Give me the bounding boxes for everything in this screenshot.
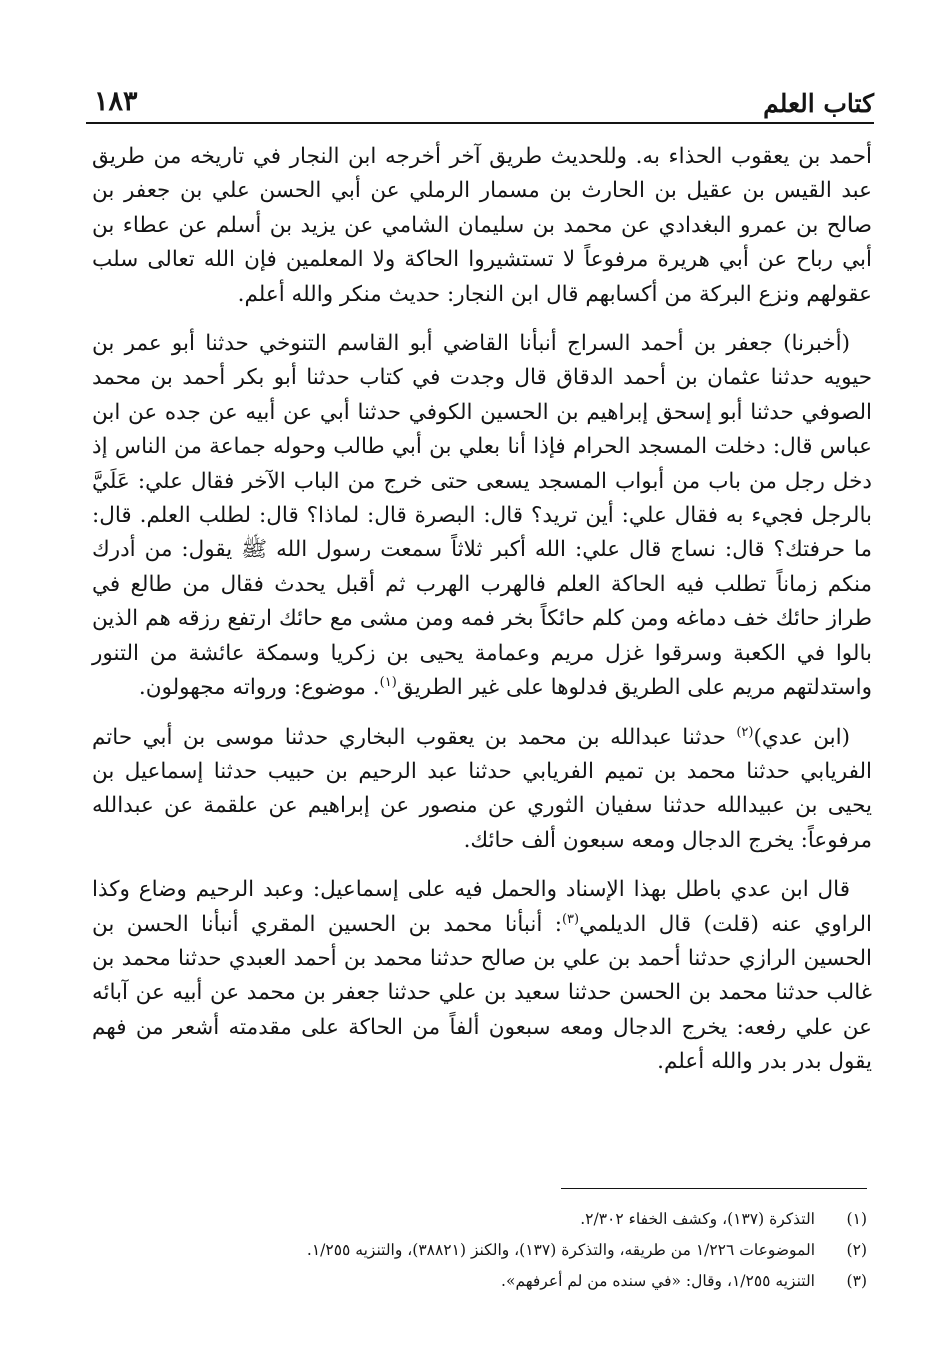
paragraph-1-text: أحمد بن يعقوب الحذاء به. وللحديث طريق آخر أخرجه ابن النجار في تاريخه من طريق عبد القيس بن عقيل بن الحارث بن مسمار الرملي عن أبي الحسن علي بن جعفر بن صالح بن عمرو البغدادي عن محمد بن سليمان الشامي عن يزيد بن أسلم عن عطاء بن أبي رباح عن أبي هريرة مرفوعاً لا تستشيروا الحاكة ولا المعلمين فإن الله تعالى سلب عقولهم ونزع البركة من أكسابهم قال ابن النجار: حديث منكر والله أعلم. xyxy=(92,144,872,307)
footnote-2-number: (٢) xyxy=(846,1241,867,1259)
paragraph-4 xyxy=(92,873,872,1079)
header-rule xyxy=(86,122,874,124)
footnote-1-number: (١) xyxy=(846,1210,867,1228)
paragraph-1 xyxy=(92,140,872,312)
chapter-title: كتاب العلم xyxy=(763,89,874,118)
footnote-separator xyxy=(561,1188,867,1189)
footnote-2-text: الموضوعات ١/٢٢٦ من طريقه، والتذكرة (١٣٧)، والكنز (٣٨٨٢١)، والتنزيه ١/٢٥٥. xyxy=(306,1241,815,1259)
footnote-ref-1: (١) xyxy=(379,674,397,690)
footnote-1 xyxy=(107,1204,867,1235)
footnote-ref-3: (٣) xyxy=(561,911,580,927)
footnote-1-text: التذكرة (١٣٧)، وكشف الخفاء ٢/٣٠٢. xyxy=(580,1210,815,1228)
main-text xyxy=(92,140,872,1095)
paragraph-3-lead: (ابن عدي) xyxy=(753,724,850,750)
footnote-3-number: (٣) xyxy=(846,1272,867,1290)
footnotes xyxy=(107,1204,867,1297)
paragraph-3 xyxy=(92,721,872,859)
footnote-ref-2: (٢) xyxy=(736,724,754,740)
footnote-2 xyxy=(107,1235,867,1266)
paragraph-4-text: : أنبأنا محمد بن الحسين المقري أنبأنا الحسن بن الحسين الرازي حدثنا أحمد بن علي بن صالح حدثنا محمد بن أحمد العبدي حدثنا محمد بن غالب حدثنا محمد بن الحسن حدثنا سعيد بن علي حدثنا جعفر بن محمد عن أبيه عن آبائه عن علي رفعه: يخرج الدجال ومعه سبعون ألفاً من الحاكة على مقدمته أشعر من فهم يقول بدر بدر والله أعلم. xyxy=(92,911,872,1075)
paragraph-4-lead: قال ابن عدي باطل بهذا الإسناد والحمل فيه على إسماعيل: وعبد الرحيم وضاع وكذا الراوي عنه (قلت) قال الديلمي xyxy=(92,877,872,937)
footnote-3-text: التنزيه ١/٢٥٥، وقال: «في سنده من لم أعرفهم». xyxy=(501,1272,815,1290)
page-number: ١٨٣ xyxy=(94,86,138,117)
paragraph-3-text: حدثنا عبدالله بن محمد بن يعقوب البخاري حدثنا موسى بن أبي حاتم الفريابي حدثنا محمد بن تميم الفريابي حدثنا عبد الرحيم بن حبيب حدثنا إسماعيل بن يحيى بن عبيدالله حدثنا سفيان الثوري عن منصور عن إبراهيم عن علقمة عن عبدالله مرفوعاً: يخرج الدجال ومعه سبعون ألف حائك. xyxy=(92,724,872,853)
footnote-3 xyxy=(107,1266,867,1297)
paragraph-2 xyxy=(92,327,872,705)
running-head xyxy=(86,82,874,124)
paragraph-2-tail: . موضوع: ورواته مجهولون. xyxy=(138,675,380,701)
paragraph-2-text: (أخبرنا) جعفر بن أحمد السراج أنبأنا القاضي أبو القاسم التنوخي حدثنا أبو عمر بن حيويه حدثنا عثمان بن أحمد الدقاق قال وجدت في كتاب حدثنا أبو بكر أحمد بن محمد الصوفي حدثنا أبو إسحق إبراهيم بن الحسين الكوفي حدثنا أبي عن أبيه عن جده عن ابن عباس قال: دخلت المسجد الحرام فإذا أنا بعلي بن أبي طالب وحوله جماعة من الناس إذ دخل رجل من باب من أبواب المسجد يسعى حتى خرج من الباب الآخر فقال علي: عَلَيَّ بالرجل فجيء به فقال علي: أين تريد؟ قال: البصرة قال: لماذا؟ قال: لطلب العلم. قال: ما حرفتك؟ قال: نساج قال علي: الله أكبر ثلاثاً سمعت رسول الله ﷺ يقول: من أدرك منكم زماناً تطلب فيه الحاكة العلم فالهرب الهرب ثم أقبل يحدث فقال من طالع في طراز حائك خف دماغه ومن كلم حائكاً بخر فمه ومن مشى مع حائك ارتفع رزقه هم الذين بالوا في الكعبة وسرقوا غزل مريم وعمامة يحيى بن زكريا وسمكة عائشة من التنور واستدلتهم مريم على الطريق فدلوها على غير الطريق xyxy=(92,331,872,701)
